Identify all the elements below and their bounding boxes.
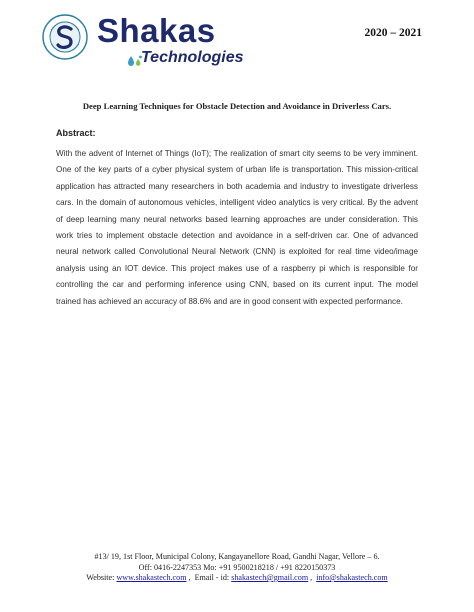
academic-year: 2020 – 2021	[364, 27, 422, 39]
abstract-heading: Abstract:	[56, 128, 96, 138]
abstract-paragraph: With the advent of Internet of Things (IoT); The realization of smart city seems to be very imminent. One of the key parts of a cyber physical system of urban life is transportation. This mission-critical application has attracted many researchers in both academia and industry to investigate driverless cars. In the domain of autonomous vehicles, intelligent video analytics is very critical. By the advent of deep learning many neural networks based learning approaches are under consideration. This work tries to implement obstacle detection and avoidance in a self-driven car. One of advanced neural network called Convolutional Neural Network (CNN) is exploited for real time video/image analysis using an IOT device. This project makes use of a raspberry pi which is responsible for controlling the car and performing inference using CNN, based on its current input. The model trained has achieved an accuracy of 88.6% and are in good consent with expected performance.	[56, 149, 418, 306]
brand-logo	[97, 12, 252, 68]
seal-logo-icon	[42, 14, 88, 60]
email-link-secondary[interactable]: info@shakastech.com	[316, 573, 388, 582]
brand-name: Shakas	[97, 12, 216, 49]
document-title: Deep Learning Techniques for Obstacle Detection and Avoidance in Driverless Cars.	[82, 101, 392, 111]
footer-address: #13/ 19, 1st Floor, Municipal Colony, Kangayanellore Road, Gandhi Nagar, Vellore – 6.	[94, 552, 380, 561]
website-label: Website:	[86, 573, 115, 582]
brand-subtitle: Technologies	[141, 49, 244, 66]
footer-web-email-line: Website: www.shakastech.com , Email - id: shakastech@gmail.com , info@shakastech.com	[86, 573, 388, 582]
email-label: Email - id:	[194, 573, 230, 582]
email-link-primary[interactable]: shakastech@gmail.com	[231, 573, 309, 582]
footer-phone: Off: 0416-2247353 Mo: +91 9500218218 / +91 8220150373	[138, 562, 336, 572]
website-link[interactable]: www.shakastech.com	[116, 573, 187, 582]
footer-contact	[40, 552, 434, 584]
